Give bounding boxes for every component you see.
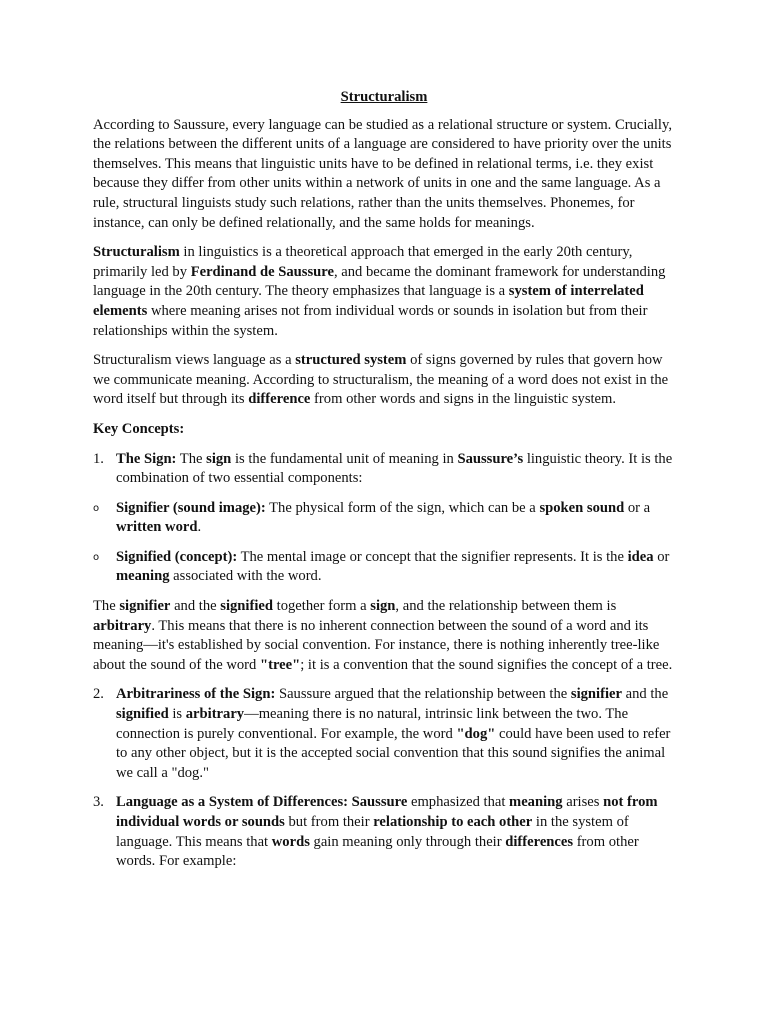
bold-term: signifier [119, 598, 171, 615]
bold-term: spoken sound [539, 499, 625, 516]
item-text: is [168, 706, 186, 723]
structuralism-definition-paragraph [93, 243, 675, 341]
list-item-the-sign [93, 450, 675, 489]
bold-term: "tree" [260, 656, 301, 673]
bold-term: system of interrelated elements [93, 283, 644, 319]
paragraph-text: of signs governed by rules that govern how we communicate meaning. According to structuralism, the meaning of a word does not exist in the word itself but through its [93, 352, 669, 408]
paragraph-text: , and became the dominant framework for understanding language in the 20th century. The theory emphasizes that language is a [93, 263, 666, 300]
item-text: or a [624, 499, 651, 516]
item-text: gain meaning only through their [309, 833, 506, 850]
item-text: is the fundamental unit of meaning in [231, 450, 458, 467]
bold-term: relationship to each other [373, 814, 533, 830]
paragraph-text: , and the relationship between them is [395, 598, 617, 615]
item-text: Saussure argued that the relationship between the [275, 686, 571, 703]
bold-term: structured system [295, 352, 407, 369]
circle-bullet-icon: o [93, 502, 100, 514]
bold-term: Structuralism [93, 244, 180, 261]
bold-term: Saussure’s [457, 450, 524, 467]
paragraph-text: The [93, 598, 120, 615]
document-page [93, 88, 675, 882]
bold-term: Signifier (sound image): [116, 499, 266, 516]
page-title: Structuralism [340, 89, 428, 105]
bold-term: Signified (concept): [116, 548, 238, 565]
bold-term: Arbitrariness of the Sign: [116, 686, 276, 703]
list-number: 3. [93, 794, 104, 811]
paragraph-text: from other words and signs in the linguistic system. [310, 391, 617, 408]
list-item-arbitrariness [93, 685, 675, 783]
item-text: and the [621, 686, 669, 703]
key-concepts-heading: Key Concepts: [93, 420, 185, 437]
bold-term: meaning [509, 794, 563, 811]
list-number: 2. [93, 686, 104, 703]
bold-term: Language as a System of Differences: Saussure [116, 794, 408, 811]
bullet-item-signifier [93, 499, 675, 538]
bold-term: signified [116, 706, 169, 723]
bold-term: not from individual words or sounds [116, 794, 658, 830]
item-text: emphasized that [407, 794, 510, 811]
item-text: . [197, 519, 202, 536]
paragraph-text: Structuralism views language as a [93, 352, 296, 369]
bold-term: meaning [116, 568, 170, 585]
bold-term: sign [370, 598, 396, 615]
item-text: The [176, 450, 207, 467]
item-text: The physical form of the sign, which can be a [265, 499, 540, 516]
item-text: in the system of language. This means that [116, 814, 629, 850]
circle-bullet-icon: o [93, 551, 100, 563]
intro-paragraph: According to Saussure, every language can be studied as a relational structure or system. Crucially, the relations between the different units of a language are considered to have priority over the units themselves. This means that linguistic units have to be defined in relational terms, i.e. they exist because they differ from other units within a network of units in one and the same language. As a rule, structural linguists study such relations, rather than the units themselves. Phonemes, for instance, can only be defined relationally, and the same holds for meanings. [93, 116, 672, 231]
bold-term: idea [627, 548, 654, 565]
list-number: 1. [93, 450, 104, 467]
bold-term: sign [206, 450, 232, 467]
item-text: —meaning there is no natural, intrinsic link between the two. The connection is purely conventional. For example, the word [116, 706, 629, 742]
bold-term: differences [505, 833, 574, 850]
paragraph-text: . This means that there is no inherent connection between the sound of a word and its meaning—it's established by social convention. For instance, there is nothing inherently tree-like about the sound of the word [93, 617, 660, 673]
paragraph-text: in linguistics is a theoretical approach that emerged in the early 20th century, primarily led by [93, 244, 633, 280]
item-text: The mental image or concept that the signifier represents. It is the [237, 548, 628, 565]
structured-system-paragraph [93, 351, 675, 410]
paragraph-text: where meaning arises not from individual words or sounds in isolation but from their relationships within the system. [93, 302, 648, 339]
item-text: associated with the word. [169, 568, 322, 585]
bold-term: arbitrary [185, 706, 245, 723]
bold-term: signified [220, 598, 273, 615]
item-text: could have been used to refer to any other object, but it is the accepted social convention that this sound signifies the animal we call a "dog." [116, 725, 671, 781]
item-text: arises [562, 794, 604, 811]
bold-term: The Sign: [116, 450, 177, 467]
bullet-item-signified [93, 548, 675, 587]
paragraph-text: together form a [273, 598, 371, 615]
list-item-system-of-differences [93, 793, 675, 871]
item-text: from other words. For example: [116, 833, 639, 870]
bold-term: signifier [570, 686, 622, 703]
item-text: or [653, 548, 670, 565]
bold-term: Ferdinand de Saussure [190, 263, 334, 280]
bold-term: words [271, 833, 310, 850]
bold-term: difference [248, 391, 311, 408]
item-text: but from their [284, 814, 374, 830]
bold-term: written word [116, 519, 198, 536]
item-text: linguistic theory. It is the combination of two essential components: [116, 450, 673, 487]
bold-term: arbitrary [93, 617, 152, 634]
arbitrary-relationship-paragraph [93, 597, 675, 675]
paragraph-text: and the [170, 598, 221, 615]
paragraph-text: ; it is a convention that the sound signifies the concept of a tree. [300, 656, 673, 673]
bold-term: "dog" [456, 725, 496, 742]
